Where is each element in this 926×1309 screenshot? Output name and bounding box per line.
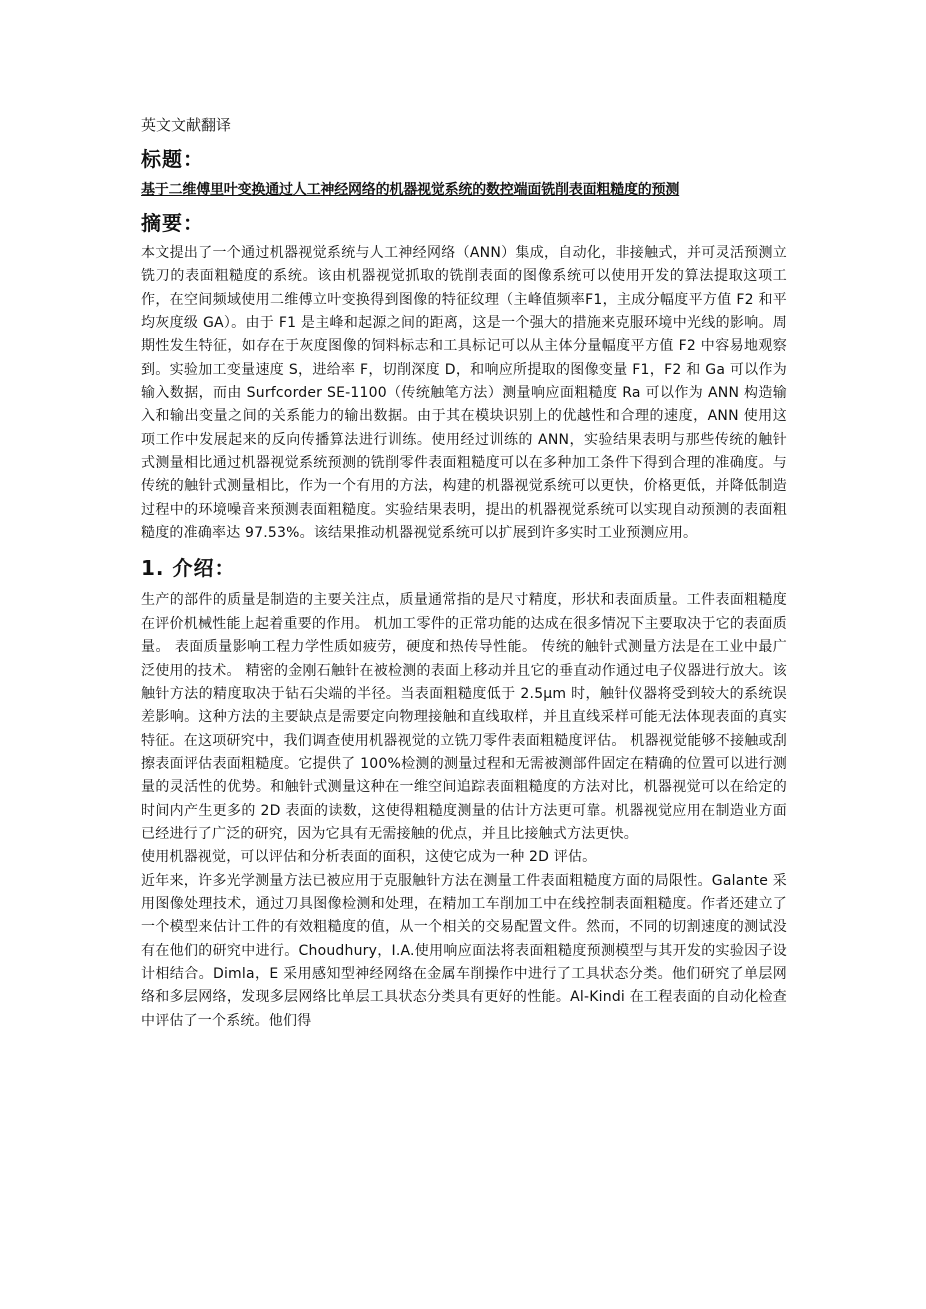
abstract-heading: 摘要： xyxy=(141,211,204,235)
intro-paragraph-3: 近年来，许多光学测量方法已被应用于克服触针方法在测量工件表面粗糙度方面的局限性。Galante 采用图像处理技术，通过刀具图像检测和处理，在精加工车削加工中在线控制表面粗糙度。作者还建立了一个模型来估计工件的有效粗糙度的值，从一个相关的交易配置文件。然而，不同的切割速度的测试没有在他们的研究中进行。Choudhury，I.A.使用响应面法将表面粗糙度预测模型与其开发的实验因子设计相结合。Dimla，E 采用感知型神经网络在金属车削操作中进行了工具状态分类。他们研究了单层网络和多层网络，发现多层网络比单层工具状态分类具有更好的性能。Al-Kindi 在工程表面的自动化检查中评估了一个系统。他们得 xyxy=(141,872,787,1029)
title-heading: 标题： xyxy=(141,147,204,171)
paper-title: 基于二维傅里叶变换通过人工神经网络的机器视觉系统的数控端面铣削表面粗糙度的预测 xyxy=(141,182,680,198)
document-body xyxy=(141,112,787,1033)
abstract-paragraph: 本文提出了一个通过机器视觉系统与人工神经网络（ANN）集成，自动化，非接触式，并可灵活预测立铣刀的表面粗糙度的系统。该由机器视觉抓取的铣削表面的图像系统可以使用开发的算法提取这项工作，在空间频域使用二维傅立叶变换得到图像的特征纹理（主峰值频率F1，主成分幅度平方值 F2 和平均灰度级 GA）。由于 F1 是主峰和起源之间的距离，这是一个强大的措施来克服环境中光线的影响。周期性发生特征，如存在于灰度图像的饲料标志和工具标记可以从主体分量幅度平方值 F2 中容易地观察到。实验加工变量速度 S，进给率 F，切削深度 D，和响应所提取的图像变量 F1，F2 和 Ga 可以作为输入数据，而由 Surfcorder SE-1100（传统触笔方法）测量响应面粗糙度 Ra 可以作为 ANN 构造输入和输出变量之间的关系能力的输出数据。由于其在模块识别上的优越性和合理的速度，ANN 使用这项工作中发展起来的反向传播算法进行训练。使用经过训练的 ANN，实验结果表明与那些传统的触针式测量相比通过机器视觉系统预测的铣削零件表面粗糙度可以在多种加工条件下得到合理的准确度。与传统的触针式测量相比，作为一个有用的方法，构建的机器视觉系统可以更快，价格更低，并降低制造过程中的环境噪音来预测表面粗糙度。实验结果表明，提出的机器视觉系统可以实现自动预测的表面粗糙度的准确率达 97.53%。该结果推动机器视觉系统可以扩展到许多实时工业预测应用。 xyxy=(141,245,787,542)
intro-paragraph-1: 生产的部件的质量是制造的主要关注点，质量通常指的是尺寸精度，形状和表面质量。工件表面粗糙度在评价机械性能上起着重要的作用。 机加工零件的正常功能的达成在很多情况下主要取决于它的表面质量。 表面质量影响工程力学性质如疲劳，硬度和热传导性能。 传统的触针式测量方法是在工业中最广泛使用的技术。 精密的金刚石触针在被检测的表面上移动并且它的垂直动作通过电子仪器进行放大。该触针方法的精度取决于钻石尖端的半径。当表面粗糙度低于 2.5μm 时，触针仪器将受到较大的系统误差影响。这种方法的主要缺点是需要定向物理接触和直线取样，并且直线采样可能无法体现表面的真实特征。在这项研究中，我们调查使用机器视觉的立铣刀零件表面粗糙度评估。 机器视觉能够不接触或刮擦表面评估表面粗糙度。它提供了 100%检测的测量过程和无需被测部件固定在精确的位置可以进行测量的灵活性的优势。和触针式测量这种在一维空间追踪表面粗糙度的方法对比，机器视觉可以在给定的时间内产生更多的 2D 表面的读数，这使得粗糙度测量的估计方法更可靠。机器视觉应用在制造业方面已经进行了广泛的研究，因为它具有无需接触的优点，并且比接触式方法更快。 xyxy=(141,592,787,842)
document-label: 英文文献翻译 xyxy=(141,116,232,134)
intro-heading: 1. 介绍： xyxy=(141,556,236,581)
intro-paragraph-2: 使用机器视觉，可以评估和分析表面的面积，这使它成为一种 2D 评估。 xyxy=(141,849,597,866)
